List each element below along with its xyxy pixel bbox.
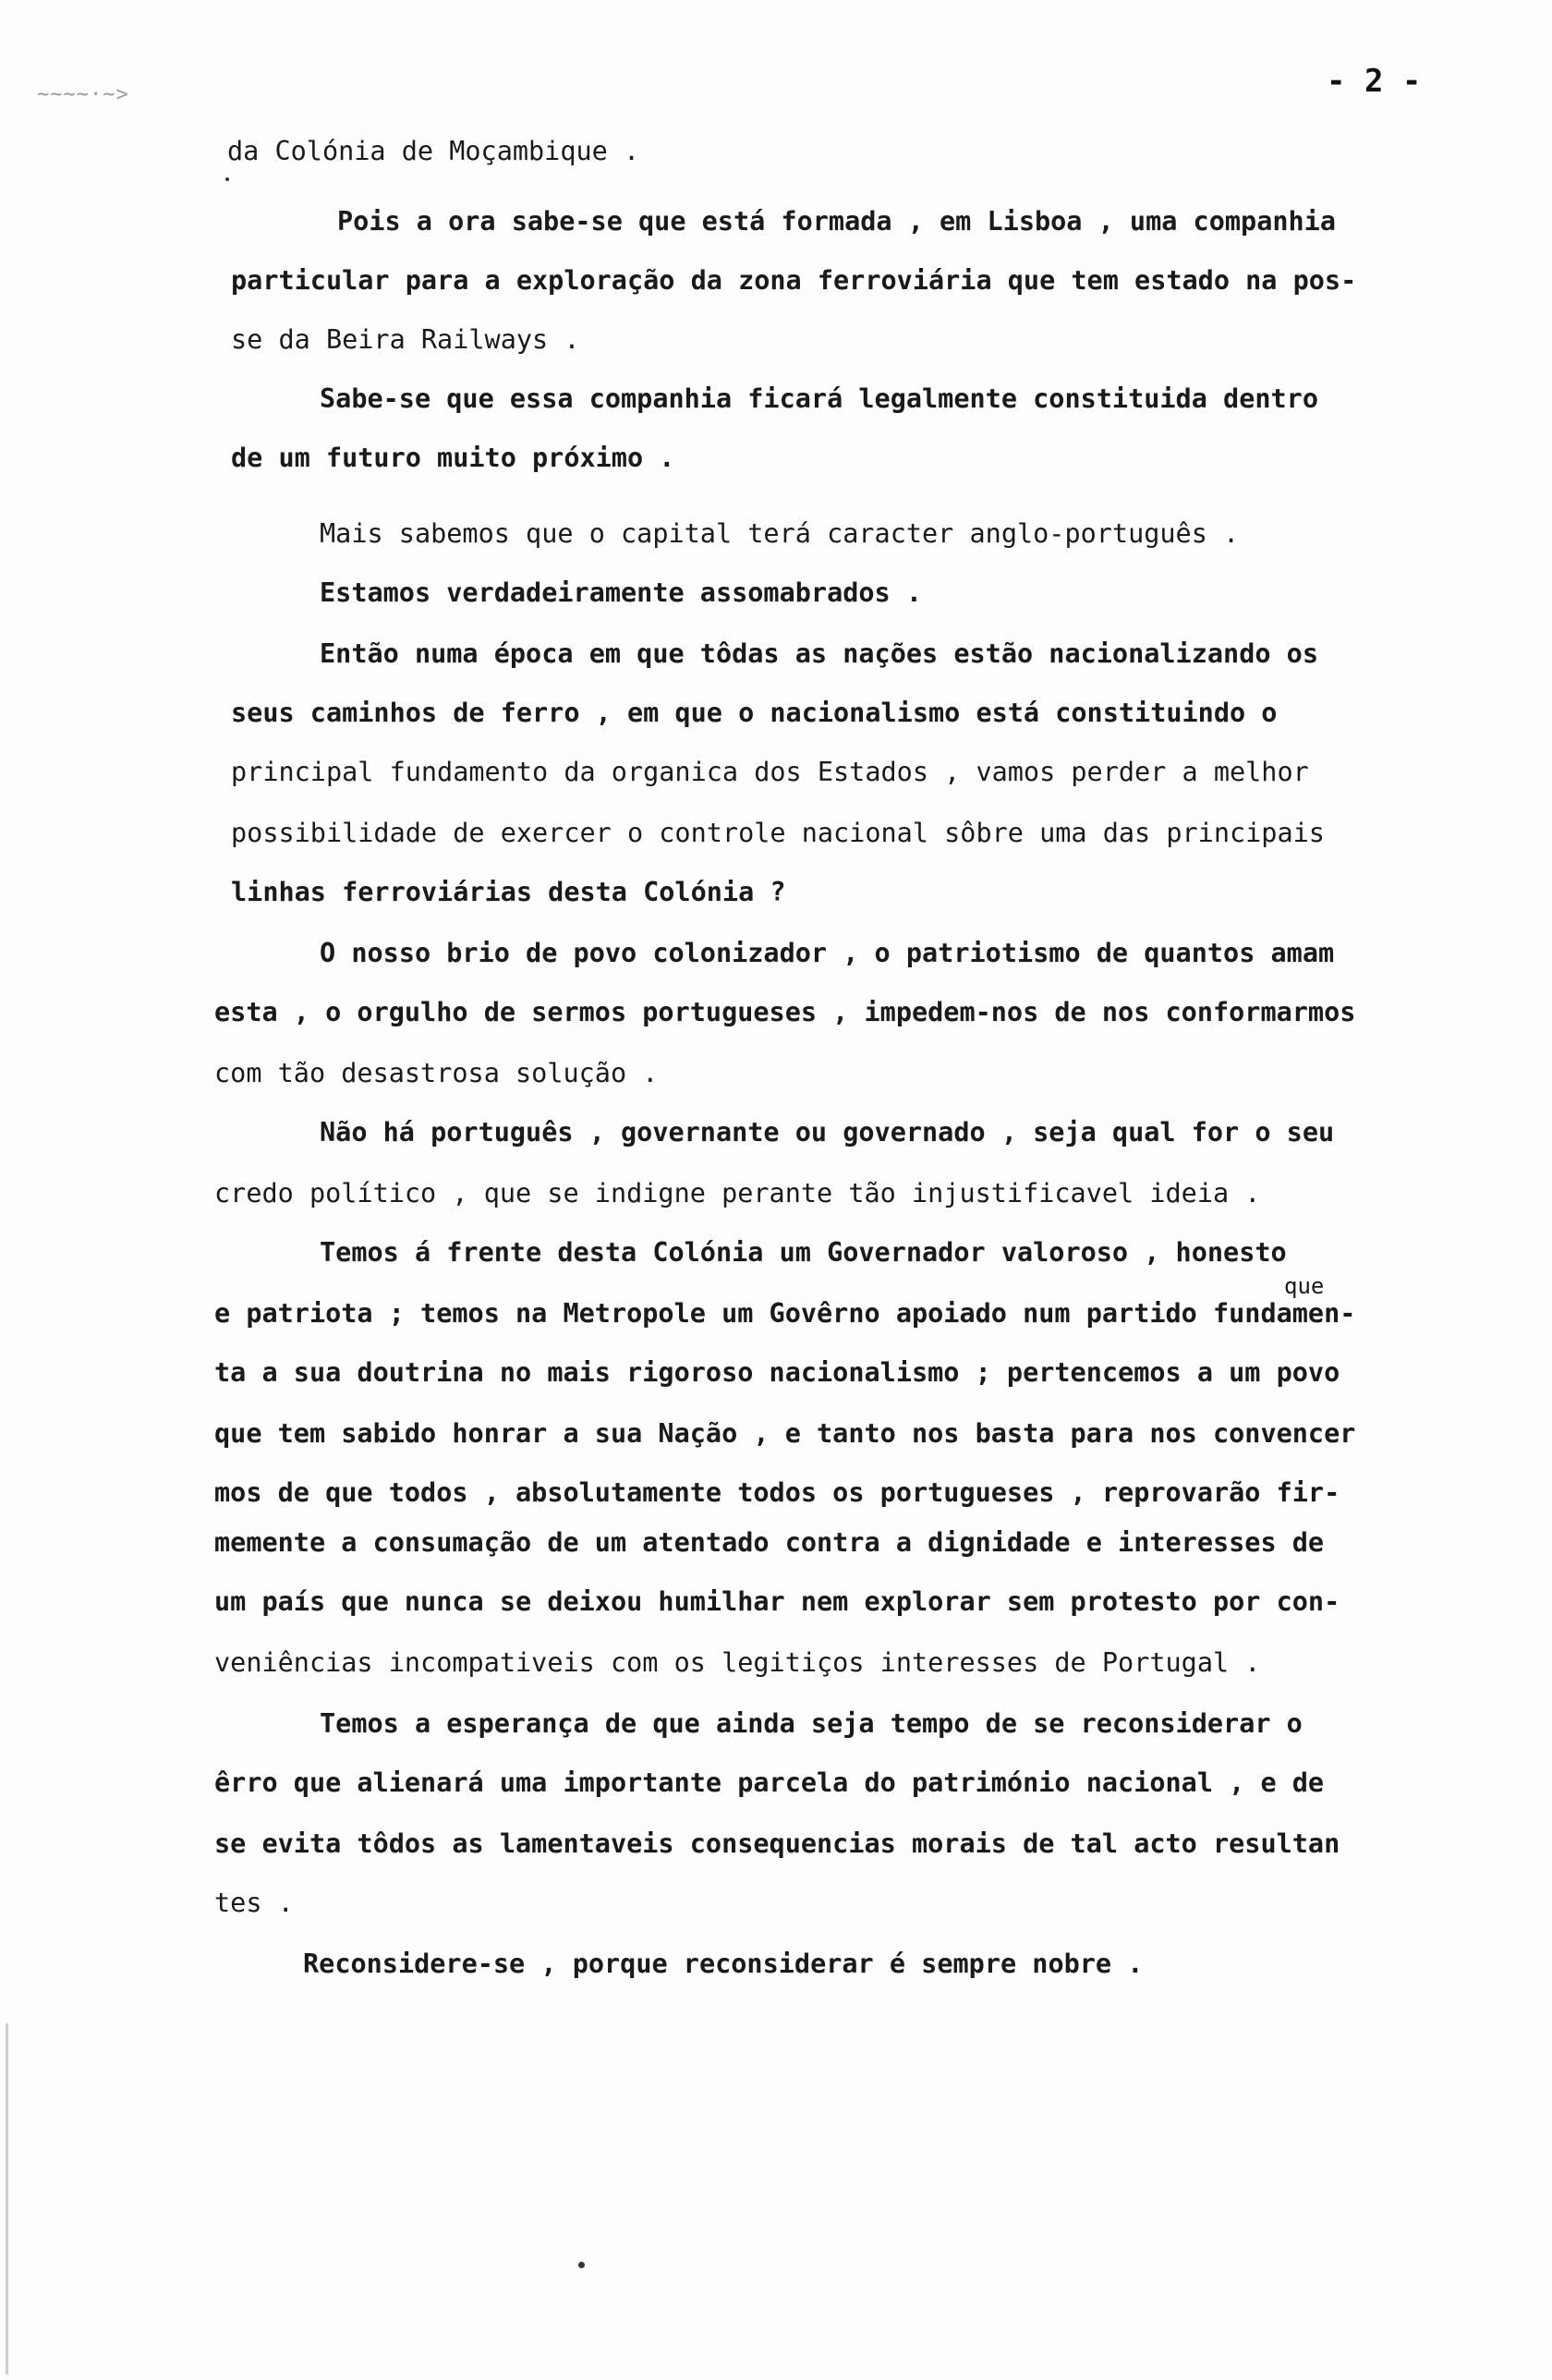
page-number: - 2 -	[1327, 63, 1422, 100]
text-line: com tão desastrosa solução .	[214, 1058, 659, 1088]
text-line: tes .	[214, 1888, 294, 1918]
text-line: se evita tôdos as lamentaveis consequencias morais de tal acto resultan	[214, 1828, 1340, 1859]
text-line: seus caminhos de ferro , em que o nacionalismo está constituindo o	[231, 698, 1278, 728]
text-line: ta a sua doutrina no mais rigoroso nacionalismo ; pertencemos a um povo	[214, 1357, 1340, 1388]
handwritten-insertion: que	[1284, 1273, 1325, 1299]
corner-mark: ~~~~·~>	[37, 83, 129, 106]
text-line: Reconsidere-se , porque reconsiderar é sempre nobre .	[303, 1949, 1144, 1979]
text-line: credo político , que se indigne perante tão injustificavel ideia .	[214, 1178, 1261, 1208]
text-line: Então numa época em que tôdas as nações estão nacionalizando os	[320, 638, 1318, 669]
text-line: veniências incompativeis com os legitiços interesses de Portugal .	[214, 1647, 1261, 1678]
text-line: mos de que todos , absolutamente todos os portugueses , reprovarão fir-	[214, 1477, 1340, 1508]
text-line: possibilidade de exercer o controle nacional sôbre uma das principais	[231, 818, 1325, 848]
text-line: Mais sabemos que o capital terá caracter anglo-português .	[320, 518, 1240, 549]
text-line: e patriota ; temos na Metropole um Govêrno apoiado num partido fundamen-	[214, 1298, 1356, 1329]
text-line: Sabe-se que essa companhia ficará legalmente constituida dentro	[320, 383, 1318, 414]
text-line: Pois a ora sabe-se que está formada , em Lisboa , uma companhia	[337, 206, 1336, 237]
text-line: principal fundamento da organica dos Estados , vamos perder a melhor	[231, 757, 1309, 787]
ink-dot	[578, 2262, 585, 2268]
scan-edge-line	[6, 2023, 8, 2374]
text-line: linhas ferroviárias desta Colónia ?	[231, 877, 786, 907]
text-line: memente a consumação de um atentado contra a dignidade e interesses de	[214, 1527, 1325, 1558]
text-line: que tem sabido honrar a sua Nação , e tanto nos basta para nos convencer	[214, 1418, 1356, 1449]
text-line: um país que nunca se deixou humilhar nem explorar sem protesto por con-	[214, 1586, 1340, 1617]
text-line: Temos a esperança de que ainda seja tempo de se reconsiderar o	[320, 1708, 1303, 1739]
text-line: da Colónia de Moçambique .	[227, 136, 640, 166]
text-line: Temos á frente desta Colónia um Governador valoroso , honesto	[320, 1237, 1287, 1268]
text-line: Não há português , governante ou governado , seja qual for o seu	[320, 1117, 1335, 1148]
text-line: êrro que alienará uma importante parcela do património nacional , e de	[214, 1767, 1325, 1798]
text-line: esta , o orgulho de sermos portugueses , impedem-nos de nos conformarmos	[214, 997, 1356, 1027]
ink-speck	[225, 177, 229, 181]
text-line: se da Beira Railways .	[231, 324, 580, 355]
text-line: de um futuro muito próximo .	[231, 443, 675, 473]
text-line: Estamos verdadeiramente assomabrados .	[320, 577, 923, 608]
text-line: O nosso brio de povo colonizador , o patriotismo de quantos amam	[320, 938, 1335, 968]
text-line: particular para a exploração da zona ferroviária que tem estado na pos-	[231, 265, 1357, 296]
